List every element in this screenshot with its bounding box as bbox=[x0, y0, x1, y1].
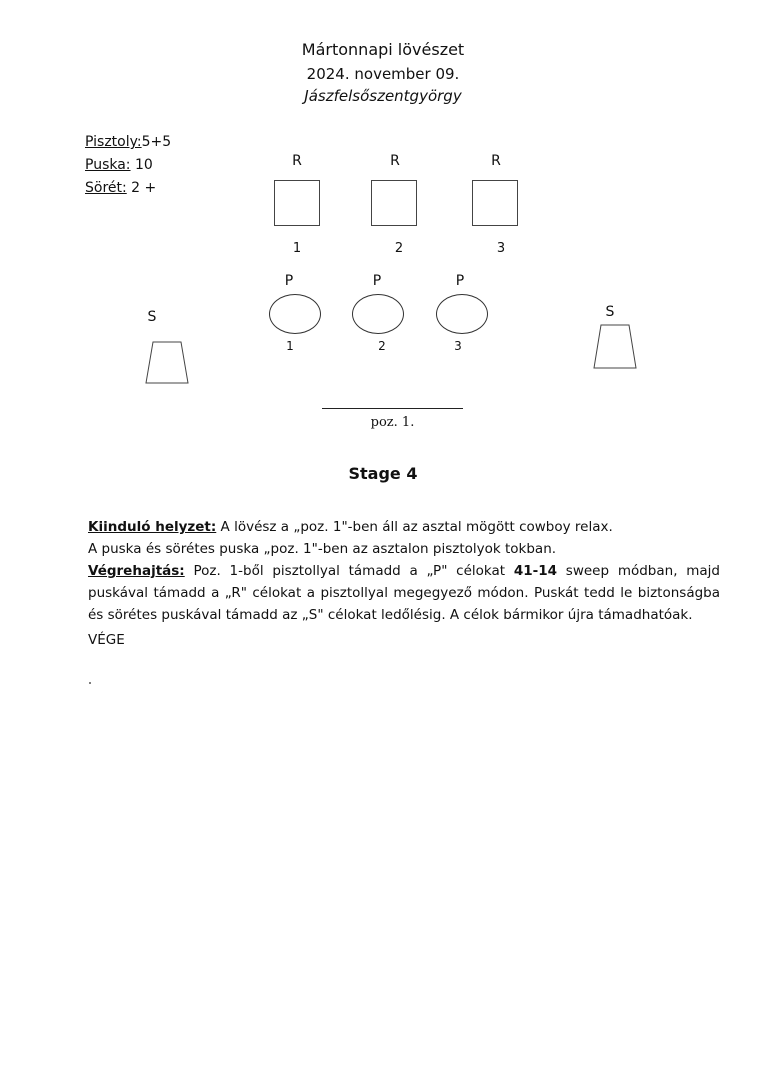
execution-sequence: 41-14 bbox=[513, 563, 558, 579]
pistol-target-number: 3 bbox=[454, 339, 462, 353]
execution-label: Végrehajtás: bbox=[88, 563, 185, 579]
end-marker: VÉGE bbox=[88, 632, 125, 648]
event-location: Jászfelsőszentgyörgy bbox=[304, 87, 462, 105]
event-date: 2024. november 09. bbox=[306, 65, 460, 83]
shooting-position-line bbox=[322, 408, 463, 409]
rifle-target-label: R bbox=[390, 153, 400, 169]
execution-text-b: sweep módban, majd puskával támadd a „R" célokat a pisztollyal megegyező módon. Puskát tedd le biztonságba és sörétes puskával támadd az „S" célokat ledőlésig. A célok bármikor újra támadhatóak. bbox=[88, 563, 721, 623]
equipment-value: 5+5 bbox=[141, 134, 172, 150]
rifle-target-2 bbox=[371, 180, 417, 226]
rifle-target-label: R bbox=[491, 153, 501, 169]
pistol-target-2 bbox=[352, 294, 404, 334]
shotgun-target-right bbox=[591, 323, 639, 371]
rifle-target-number: 1 bbox=[292, 241, 302, 256]
pistol-target-number: 2 bbox=[378, 339, 386, 353]
rifle-target-label: R bbox=[292, 153, 302, 169]
pistol-target-1 bbox=[269, 294, 321, 334]
equipment-label: Sörét: bbox=[85, 180, 127, 196]
pistol-target-label: P bbox=[372, 273, 382, 289]
start-position-line bbox=[88, 516, 720, 538]
pistol-target-label: P bbox=[455, 273, 465, 289]
equipment-label: Puska: bbox=[85, 157, 131, 173]
pistol-target-3 bbox=[436, 294, 488, 334]
equipment-rifle bbox=[85, 157, 153, 173]
equipment-value: 10 bbox=[130, 157, 153, 173]
execution-text-a: Poz. 1-ből pisztollyal támadd a „P" célokat bbox=[184, 563, 514, 579]
rifle-target-1 bbox=[274, 180, 320, 226]
start-position-label: Kiinduló helyzet: bbox=[88, 519, 217, 535]
equipment-pistol bbox=[85, 134, 171, 150]
start-position-text: A lövész a „poz. 1"-ben áll az asztal mögött cowboy relax. bbox=[216, 519, 613, 535]
pistol-target-number: 1 bbox=[286, 339, 294, 353]
rifle-target-number: 2 bbox=[394, 241, 404, 256]
document-title: Mártonnapi lövészet bbox=[301, 40, 465, 59]
scan-speck bbox=[89, 682, 91, 684]
equipment-shotgun bbox=[85, 180, 156, 196]
equipment-value: 2 + bbox=[126, 180, 157, 196]
equipment-label: Pisztoly: bbox=[85, 134, 142, 150]
shotgun-target-label: S bbox=[147, 309, 157, 325]
start-position-line-2: A puska és sörétes puska „poz. 1"-ben az asztalon pisztolyok tokban. bbox=[88, 541, 557, 557]
shotgun-target-left bbox=[143, 340, 191, 386]
shooting-position-label: poz. 1. bbox=[370, 415, 415, 430]
rifle-target-3 bbox=[472, 180, 518, 226]
rifle-target-number: 3 bbox=[496, 241, 506, 256]
pistol-target-label: P bbox=[284, 273, 294, 289]
shotgun-target-label: S bbox=[605, 304, 615, 320]
stage-title: Stage 4 bbox=[348, 464, 418, 483]
execution-paragraph bbox=[88, 560, 720, 626]
